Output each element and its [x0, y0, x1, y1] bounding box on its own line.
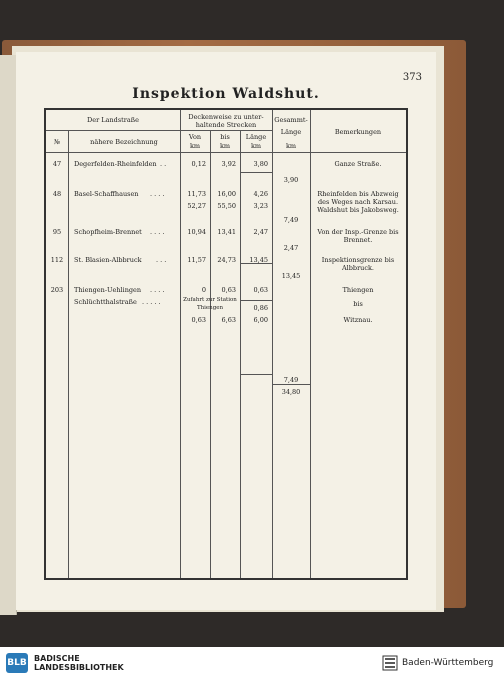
col-divider	[68, 130, 69, 578]
col-divider	[310, 110, 311, 578]
header-km: km	[285, 142, 297, 150]
remark: bis	[353, 300, 363, 308]
bis-km: 6,63	[221, 316, 236, 324]
remark: Witznau.	[343, 316, 373, 324]
library-name	[34, 654, 124, 672]
remark: Thiengen	[342, 286, 374, 294]
book-page	[16, 52, 436, 610]
remark: Ganze Straße.	[334, 160, 382, 168]
bis-km: 55,50	[217, 202, 236, 210]
leader-dots: . . . .	[150, 286, 165, 294]
header-deckenweise-2: haltende Strecken	[195, 121, 257, 129]
length-km: 3,23	[253, 202, 268, 210]
data-table	[44, 108, 408, 580]
road-name: Degerfelden-Rheinfelden	[74, 160, 157, 168]
header-landstrasse: Der Landstraße	[87, 116, 139, 124]
grand-sum-line	[272, 384, 310, 385]
length-km: 6,00	[253, 316, 268, 324]
road-name: Schopfheim-Brennet	[74, 228, 142, 236]
total-km: 7,49	[283, 376, 299, 384]
grand-total: 34,80	[281, 388, 301, 396]
remark: Waldshut bis Jakobsweg.	[317, 206, 399, 214]
leader-dots: . . . . .	[142, 298, 161, 306]
bis-km: 24,73	[217, 256, 236, 264]
remark: Rheinfelden bis Abzweig	[317, 190, 399, 198]
header-bemerkungen: Bemerkungen	[334, 128, 382, 136]
road-name: Schlüchtthalstraße	[74, 298, 137, 306]
header-gesamt: Gesammt-	[274, 116, 308, 124]
total-km: 2,47	[283, 244, 299, 252]
von-km: 0	[201, 286, 206, 294]
header-km: km	[189, 142, 201, 150]
remark: Albbruck.	[341, 264, 375, 272]
header-divider	[46, 130, 180, 131]
von-km: 11,57	[187, 256, 206, 264]
footer-bar	[0, 647, 504, 679]
state-coat-of-arms-icon	[382, 655, 398, 671]
header-bezeichnung: nähere Bezeichnung	[90, 138, 158, 146]
library-name-line: LANDESBIBLIOTHEK	[34, 663, 124, 672]
row-nr: 203	[50, 286, 64, 294]
header-bis: bis	[220, 133, 230, 141]
leader-dots: . . . .	[150, 228, 165, 236]
total-km: 7,49	[283, 216, 299, 224]
header-divider	[180, 130, 272, 131]
row-nr: 47	[52, 160, 62, 168]
sum-line	[240, 172, 272, 173]
leader-dots: . . . .	[150, 190, 165, 198]
leader-dots: . . .	[156, 256, 167, 264]
header-bottom	[46, 152, 406, 153]
length-km: 0,86	[253, 304, 268, 312]
total-km: 13,45	[281, 272, 301, 280]
length-km: 13,45	[249, 256, 268, 264]
length-km: 2,47	[253, 228, 268, 236]
sum-line	[240, 300, 272, 301]
total-km: 3,90	[283, 176, 299, 184]
remark: Von der Insp.-Grenze bis	[317, 228, 399, 236]
length-km: 0,63	[253, 286, 268, 294]
page-number: 373	[402, 72, 422, 83]
header-deckenweise-1: Deckenweise zu unter-	[188, 113, 264, 121]
remark: Inspektionsgrenze bis	[321, 256, 395, 264]
header-km: km	[250, 142, 262, 150]
remark: des Weges nach Karsau.	[317, 198, 399, 206]
leader-dots: . .	[160, 160, 167, 168]
left-page-edge	[0, 55, 17, 615]
row-nr: 112	[50, 256, 64, 264]
row-nr: 95	[52, 228, 62, 236]
library-name-line: BADISCHE	[34, 654, 80, 663]
blb-logo-icon: BLB	[6, 653, 28, 673]
von-km: 52,27	[187, 202, 206, 210]
length-km: 4,26	[253, 190, 268, 198]
von-km: 0,63	[191, 316, 206, 324]
road-name: St. Blasien-Albbruck	[74, 256, 142, 264]
zufahrt-note: Zufahrt zur Station	[183, 297, 237, 303]
header-von: Von	[188, 133, 202, 141]
remark: Brennet.	[343, 236, 373, 244]
von-km: 11,73	[187, 190, 206, 198]
road-name: Basel-Schaffhausen	[74, 190, 139, 198]
sum-line	[240, 374, 272, 375]
header-gesamt-laenge: Länge	[280, 128, 302, 136]
von-km: 10,94	[187, 228, 206, 236]
bis-km: 13,41	[217, 228, 236, 236]
header-nr: №	[53, 138, 61, 146]
zufahrt-note: Thiengen	[196, 305, 224, 311]
header-km: km	[219, 142, 231, 150]
col-divider	[180, 110, 181, 578]
bis-km: 0,63	[221, 286, 236, 294]
von-km: 0,12	[191, 160, 206, 168]
length-km: 3,80	[253, 160, 268, 168]
road-name: Thiengen-Uehlingen	[74, 286, 142, 294]
row-nr: 48	[52, 190, 62, 198]
page-title: Inspektion Waldshut.	[132, 86, 320, 102]
bis-km: 3,92	[221, 160, 236, 168]
header-laenge: Länge	[245, 133, 267, 141]
state-name: Baden-Württemberg	[402, 658, 494, 668]
bis-km: 16,00	[217, 190, 236, 198]
